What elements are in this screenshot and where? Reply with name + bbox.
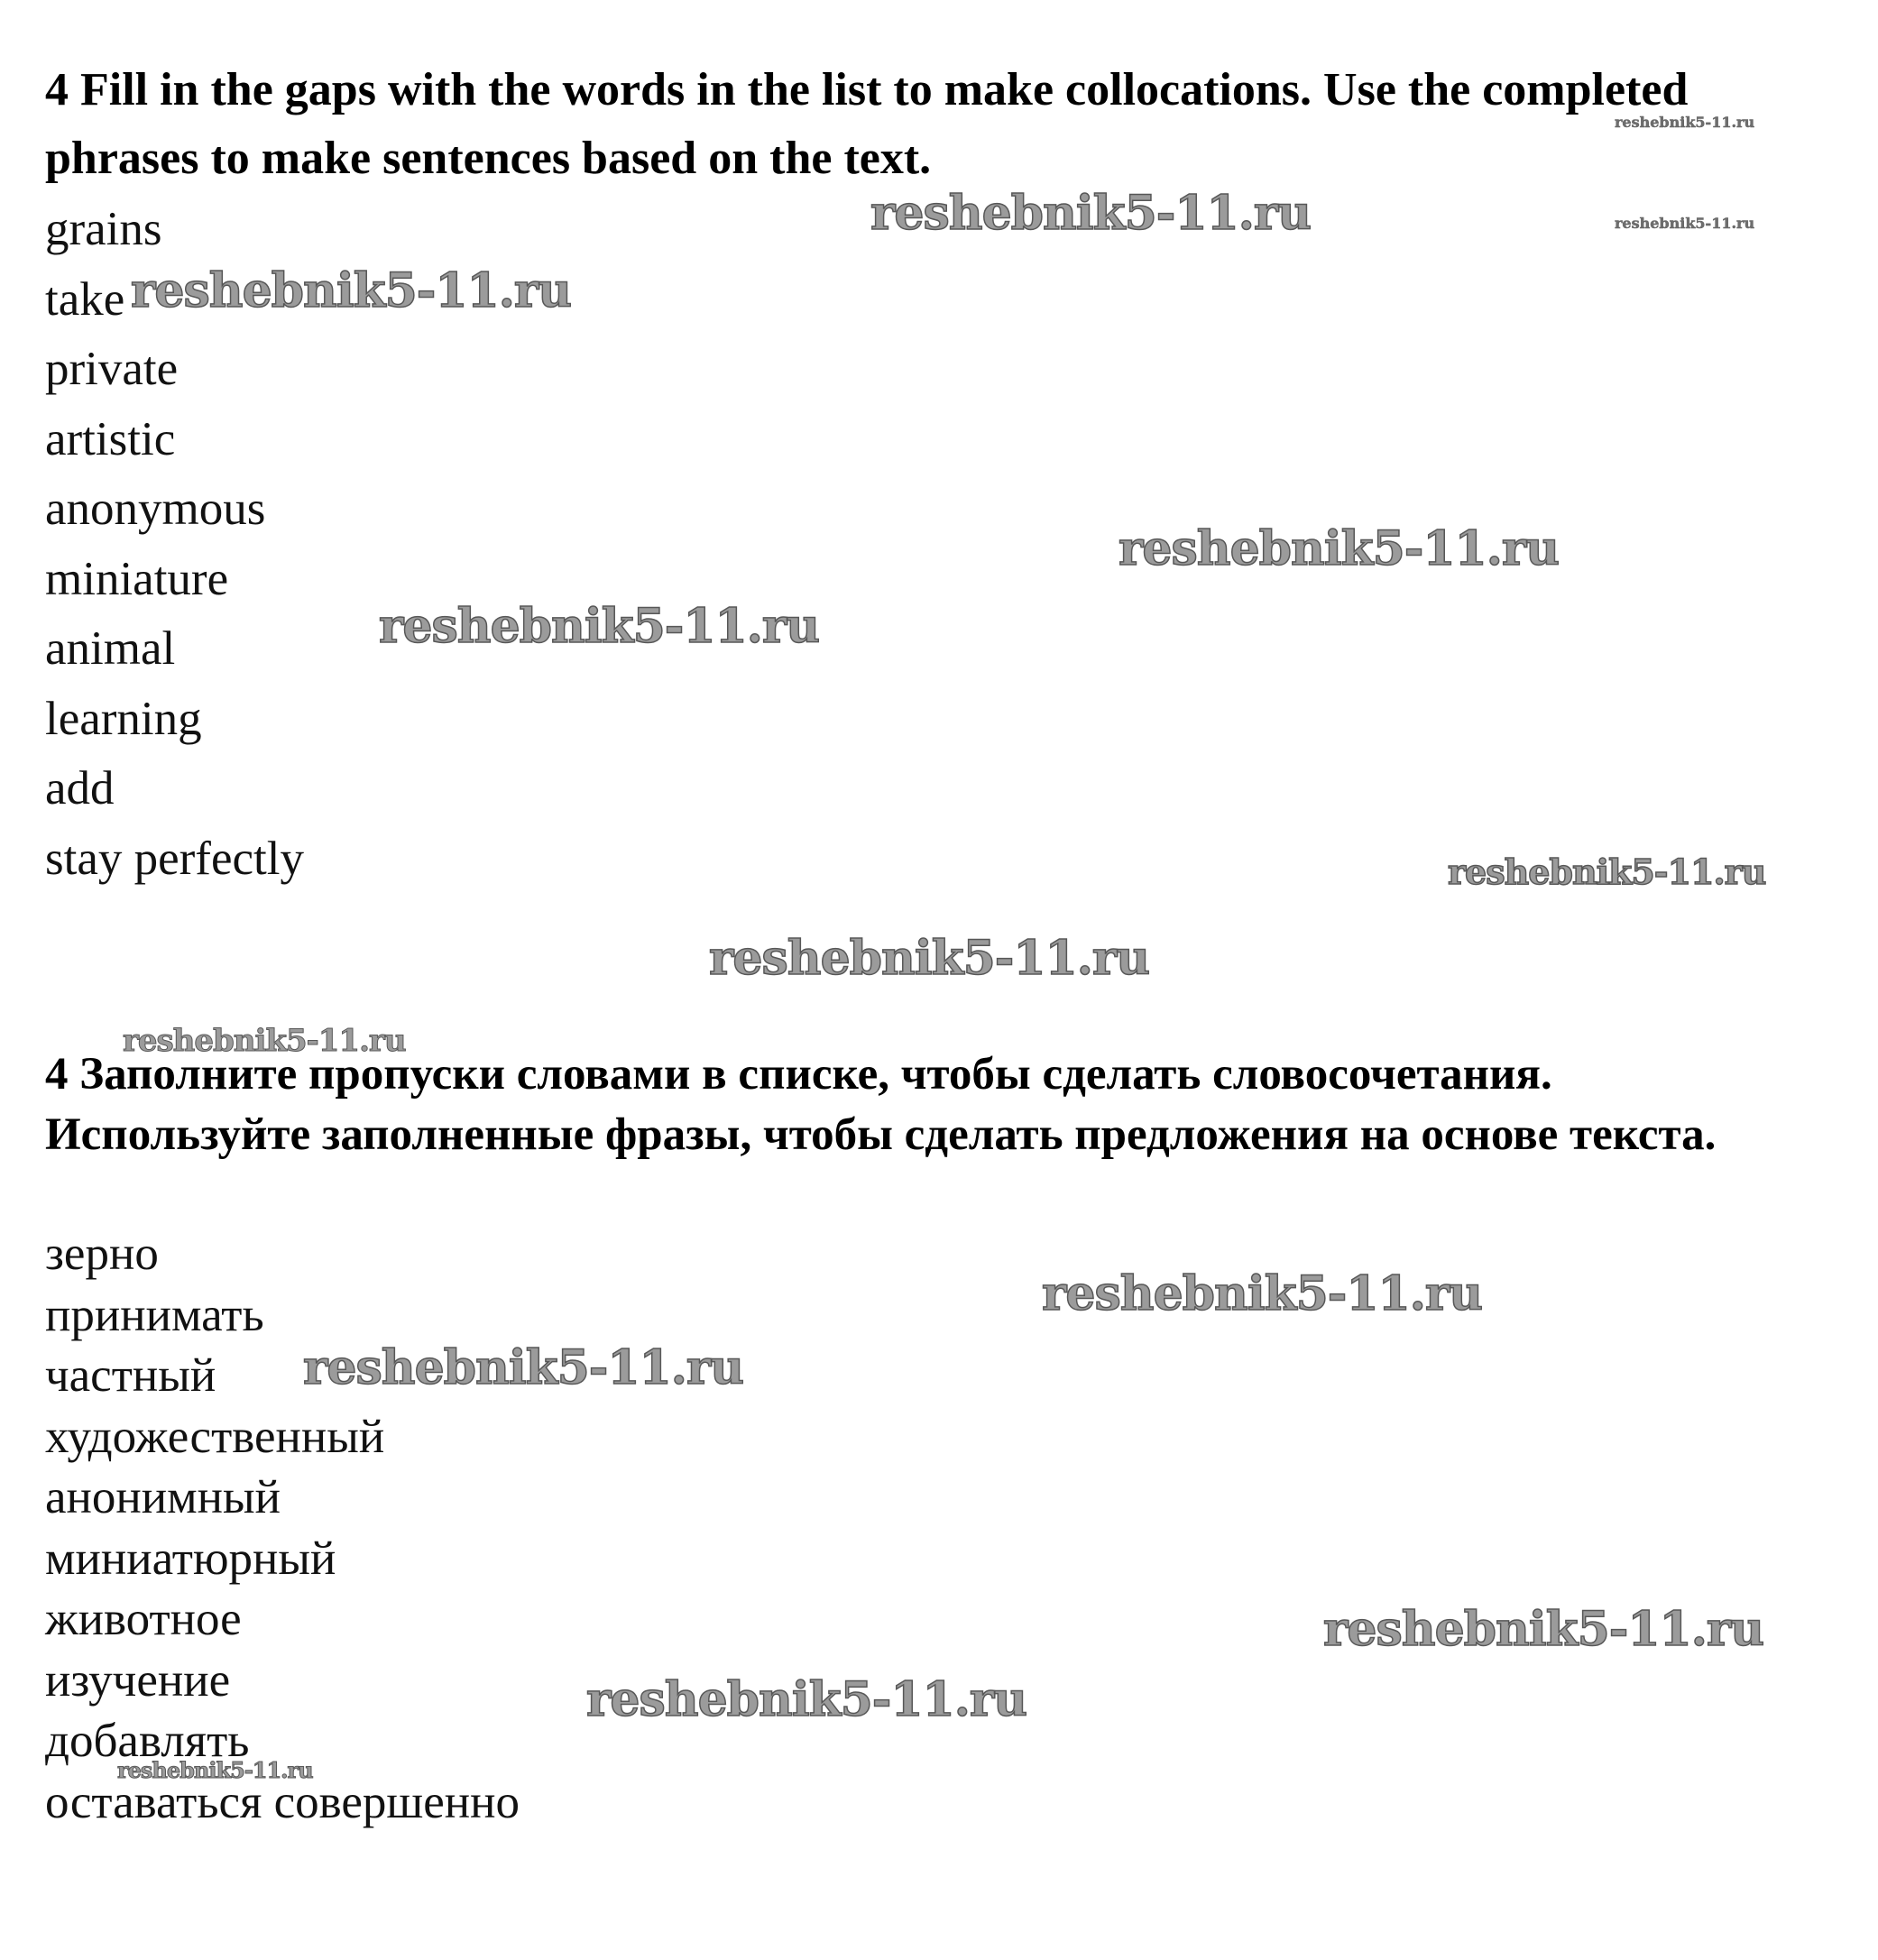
word-item: животное bbox=[45, 1593, 242, 1645]
word-item: анонимный bbox=[45, 1471, 281, 1523]
word-item: художественный bbox=[45, 1410, 385, 1463]
watermark: reshebnik5-11.ru bbox=[379, 599, 820, 654]
watermark: reshebnik5-11.ru bbox=[709, 931, 1150, 986]
exercise-title-en: 4 Fill in the gaps with the words in the list to make collocations. Use the completed phrases to make sentences based on the text. bbox=[45, 64, 1689, 184]
word-item: anonymous bbox=[45, 483, 266, 535]
word-item: artistic bbox=[45, 412, 176, 465]
word-item: частный bbox=[45, 1349, 216, 1402]
exercise-title-ru: 4 Заполните пропуски словами в списке, чтобы сделать словосочетания. Используйте заполненные фразы, чтобы сделать предложения на основе текста. bbox=[45, 1049, 1717, 1160]
word-item: learning bbox=[45, 692, 202, 745]
word-item: miniature bbox=[45, 552, 229, 605]
word-item: зерно bbox=[45, 1228, 159, 1280]
watermark: reshebnik5-11.ru bbox=[1448, 851, 1766, 892]
word-item: изучение bbox=[45, 1653, 231, 1707]
watermark: reshebnik5-11.ru bbox=[870, 186, 1312, 241]
watermark: reshebnik5-11.ru bbox=[303, 1340, 744, 1395]
watermark: reshebnik5-11.ru bbox=[117, 1757, 313, 1783]
watermark: reshebnik5-11.ru bbox=[586, 1672, 1027, 1727]
word-item: оставаться совершенно bbox=[45, 1775, 520, 1828]
watermark: reshebnik5-11.ru bbox=[1615, 114, 1755, 131]
watermark: reshebnik5-11.ru bbox=[1042, 1266, 1483, 1321]
watermark: reshebnik5-11.ru bbox=[1323, 1602, 1764, 1657]
word-item: add bbox=[45, 762, 115, 814]
word-item: миниатюрный bbox=[45, 1532, 336, 1585]
watermark: reshebnik5-11.ru bbox=[131, 263, 572, 318]
watermark: reshebnik5-11.ru bbox=[123, 1023, 406, 1059]
word-item: принимать bbox=[45, 1288, 264, 1341]
word-item: stay perfectly bbox=[45, 832, 304, 885]
word-item: private bbox=[45, 343, 179, 395]
word-item: добавлять bbox=[45, 1715, 250, 1767]
word-list-ru bbox=[45, 1224, 520, 1833]
watermark: reshebnik5-11.ru bbox=[1615, 215, 1755, 232]
word-item: grains bbox=[45, 203, 162, 255]
word-item: animal bbox=[45, 622, 176, 675]
word-item: take bbox=[45, 272, 125, 326]
watermark: reshebnik5-11.ru bbox=[1119, 521, 1560, 576]
